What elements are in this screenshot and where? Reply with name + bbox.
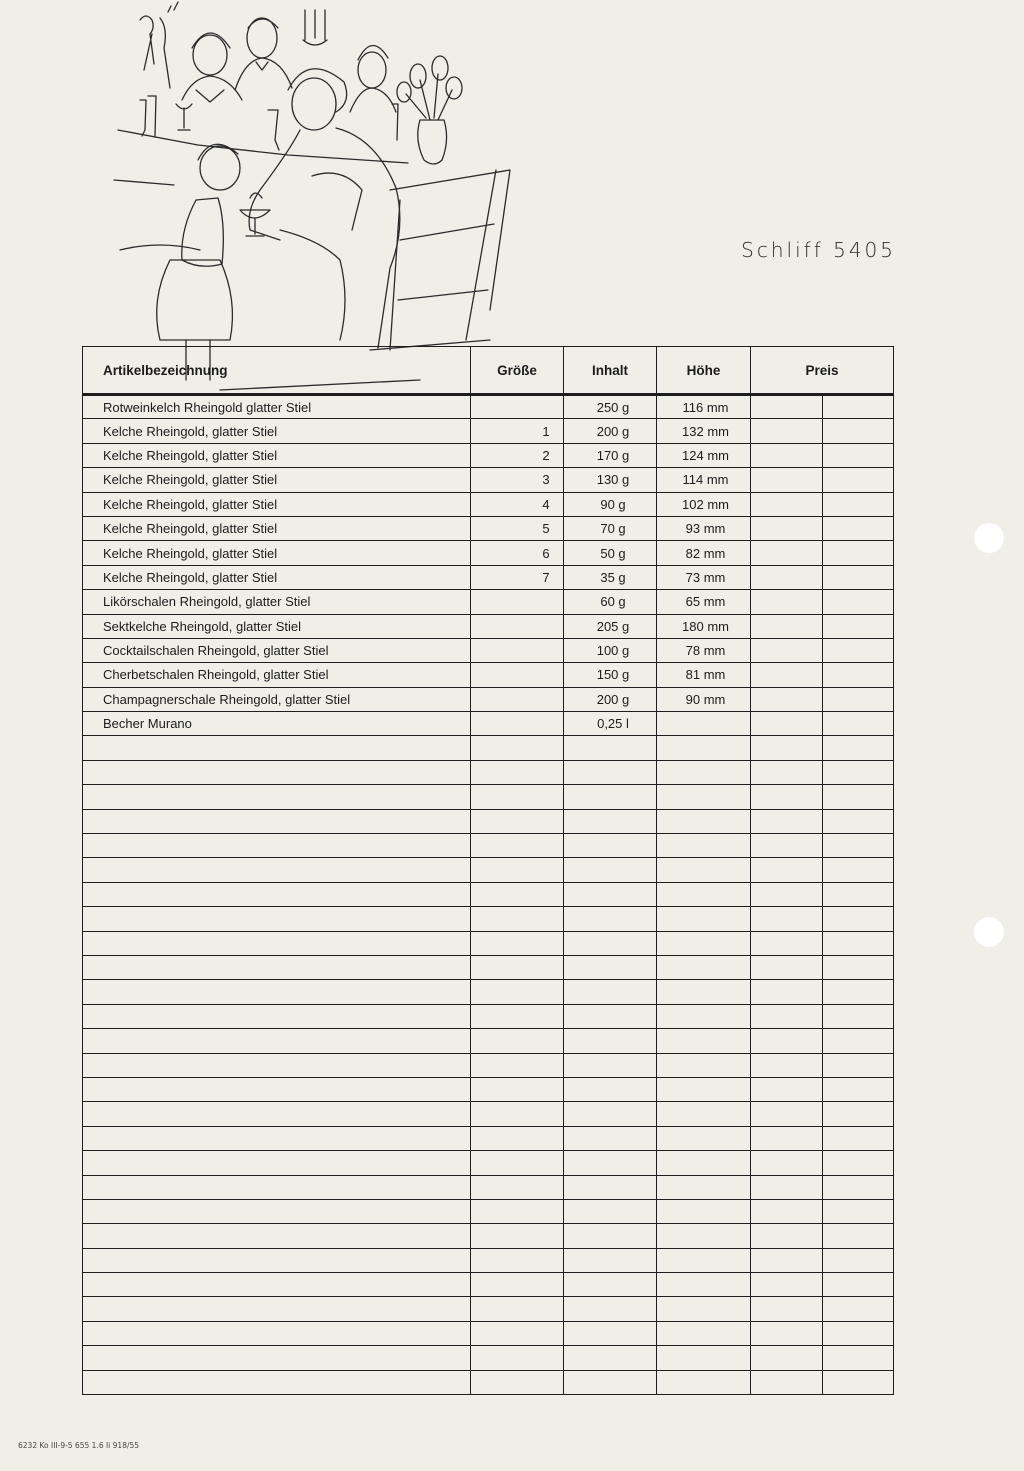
- cell-hoehe: 132 mm: [657, 419, 751, 443]
- dining-scene-illustration: [100, 0, 520, 400]
- cell-hoehe: [657, 980, 751, 1004]
- cell-hoehe: [657, 809, 751, 833]
- cell-artikelbezeichnung: [83, 736, 471, 760]
- cell-hoehe: [657, 1151, 751, 1175]
- cell-inhalt: 100 g: [564, 638, 657, 662]
- cell-inhalt: [564, 1248, 657, 1272]
- cell-hoehe: [657, 736, 751, 760]
- cell-groesse: [471, 907, 564, 931]
- cell-groesse: [471, 1273, 564, 1297]
- table-row: [83, 1346, 894, 1370]
- cell-preis-b: [823, 1370, 894, 1394]
- cell-artikelbezeichnung: Champagnerschale Rheingold, glatter Stiel: [83, 687, 471, 711]
- table-row: [83, 1273, 894, 1297]
- table-row: [83, 516, 894, 540]
- table-row: [83, 1151, 894, 1175]
- cell-preis-a: [751, 590, 823, 614]
- cell-groesse: [471, 1126, 564, 1150]
- cell-groesse: [471, 1248, 564, 1272]
- cell-hoehe: [657, 1273, 751, 1297]
- cell-preis-b: [823, 687, 894, 711]
- table-row: [83, 1102, 894, 1126]
- table-row: [83, 1126, 894, 1150]
- cell-groesse: [471, 1151, 564, 1175]
- cell-inhalt: [564, 736, 657, 760]
- table-row: [83, 541, 894, 565]
- cell-artikelbezeichnung: Kelche Rheingold, glatter Stiel: [83, 565, 471, 589]
- cell-hoehe: 82 mm: [657, 541, 751, 565]
- cell-groesse: [471, 809, 564, 833]
- cell-preis-a: [751, 541, 823, 565]
- cell-inhalt: 130 g: [564, 468, 657, 492]
- cell-preis-b: [823, 590, 894, 614]
- cell-preis-a: [751, 1273, 823, 1297]
- cell-hoehe: 78 mm: [657, 638, 751, 662]
- cell-preis-b: [823, 809, 894, 833]
- cell-hoehe: [657, 1248, 751, 1272]
- cell-groesse: [471, 882, 564, 906]
- cell-groesse: 7: [471, 565, 564, 589]
- cell-preis-b: [823, 443, 894, 467]
- cell-inhalt: [564, 1151, 657, 1175]
- cell-preis-a: [751, 1370, 823, 1394]
- cell-groesse: [471, 955, 564, 979]
- cell-preis-a: [751, 468, 823, 492]
- cell-inhalt: [564, 931, 657, 955]
- table-row: [83, 1004, 894, 1028]
- cell-groesse: [471, 1321, 564, 1345]
- cell-inhalt: [564, 1224, 657, 1248]
- cell-hoehe: [657, 1199, 751, 1223]
- cell-groesse: 1: [471, 419, 564, 443]
- cell-preis-b: [823, 858, 894, 882]
- cell-preis-a: [751, 785, 823, 809]
- cell-preis-b: [823, 516, 894, 540]
- cell-groesse: 5: [471, 516, 564, 540]
- table-row: [83, 590, 894, 614]
- table-row: [83, 760, 894, 784]
- table-row: [83, 955, 894, 979]
- cell-artikelbezeichnung: [83, 1053, 471, 1077]
- table-row: [83, 907, 894, 931]
- cell-hoehe: 102 mm: [657, 492, 751, 516]
- cell-preis-b: [823, 1053, 894, 1077]
- cell-hoehe: [657, 1029, 751, 1053]
- cell-inhalt: [564, 760, 657, 784]
- cell-artikelbezeichnung: [83, 1102, 471, 1126]
- cell-preis-a: [751, 443, 823, 467]
- table-row: [83, 1248, 894, 1272]
- cell-groesse: [471, 785, 564, 809]
- table-row: [83, 1077, 894, 1101]
- cell-artikelbezeichnung: Kelche Rheingold, glatter Stiel: [83, 516, 471, 540]
- cell-inhalt: [564, 1346, 657, 1370]
- cell-preis-a: [751, 1151, 823, 1175]
- cell-preis-b: [823, 736, 894, 760]
- cell-artikelbezeichnung: [83, 1151, 471, 1175]
- cell-inhalt: [564, 882, 657, 906]
- cell-preis-a: [751, 760, 823, 784]
- cell-groesse: [471, 712, 564, 736]
- table-row: [83, 565, 894, 589]
- cell-inhalt: [564, 1370, 657, 1394]
- cell-groesse: [471, 1199, 564, 1223]
- cell-preis-a: [751, 1224, 823, 1248]
- cell-groesse: [471, 1102, 564, 1126]
- cell-inhalt: 60 g: [564, 590, 657, 614]
- table-header-row: [83, 347, 894, 395]
- cell-hoehe: [657, 712, 751, 736]
- cell-hoehe: [657, 834, 751, 858]
- cell-hoehe: 65 mm: [657, 590, 751, 614]
- cell-groesse: [471, 1175, 564, 1199]
- print-code: 6232 Ko III-9-5 655 1.6 Ii 918/55: [18, 1441, 140, 1450]
- cell-preis-b: [823, 1029, 894, 1053]
- cell-inhalt: 200 g: [564, 687, 657, 711]
- cell-inhalt: [564, 1029, 657, 1053]
- cell-preis-a: [751, 931, 823, 955]
- cell-artikelbezeichnung: [83, 980, 471, 1004]
- table-row: [83, 614, 894, 638]
- cell-preis-b: [823, 614, 894, 638]
- cell-preis-b: [823, 1224, 894, 1248]
- cell-hoehe: [657, 907, 751, 931]
- cell-preis-b: [823, 1199, 894, 1223]
- cell-artikelbezeichnung: Likörschalen Rheingold, glatter Stiel: [83, 590, 471, 614]
- table-row: [83, 1029, 894, 1053]
- cell-hoehe: [657, 858, 751, 882]
- cell-artikelbezeichnung: [83, 955, 471, 979]
- table-row: [83, 1053, 894, 1077]
- cell-preis-b: [823, 834, 894, 858]
- cell-preis-a: [751, 736, 823, 760]
- cell-artikelbezeichnung: [83, 1346, 471, 1370]
- cell-groesse: [471, 980, 564, 1004]
- cell-inhalt: [564, 1102, 657, 1126]
- header-preis: Preis: [751, 347, 894, 395]
- cell-preis-a: [751, 858, 823, 882]
- cell-preis-b: [823, 785, 894, 809]
- cell-groesse: 6: [471, 541, 564, 565]
- cell-hoehe: [657, 1004, 751, 1028]
- cell-inhalt: [564, 809, 657, 833]
- cell-preis-a: [751, 687, 823, 711]
- cell-groesse: 3: [471, 468, 564, 492]
- header-hoehe: Höhe: [657, 347, 751, 395]
- cell-preis-b: [823, 1273, 894, 1297]
- cell-preis-b: [823, 760, 894, 784]
- price-table: [82, 346, 894, 1395]
- cell-preis-a: [751, 663, 823, 687]
- cell-preis-b: [823, 565, 894, 589]
- table-row: [83, 1224, 894, 1248]
- cell-groesse: [471, 760, 564, 784]
- table-row: [83, 1199, 894, 1223]
- cell-artikelbezeichnung: [83, 760, 471, 784]
- cell-inhalt: [564, 785, 657, 809]
- cell-hoehe: 114 mm: [657, 468, 751, 492]
- cell-inhalt: 90 g: [564, 492, 657, 516]
- cell-preis-b: [823, 395, 894, 419]
- table-row: [83, 931, 894, 955]
- cell-inhalt: [564, 980, 657, 1004]
- cell-inhalt: [564, 1273, 657, 1297]
- cell-artikelbezeichnung: Cherbetschalen Rheingold, glatter Stiel: [83, 663, 471, 687]
- table-row: [83, 980, 894, 1004]
- cell-hoehe: [657, 1102, 751, 1126]
- cell-preis-a: [751, 395, 823, 419]
- cell-artikelbezeichnung: Kelche Rheingold, glatter Stiel: [83, 468, 471, 492]
- cell-preis-b: [823, 1004, 894, 1028]
- cell-preis-a: [751, 1126, 823, 1150]
- cell-inhalt: [564, 858, 657, 882]
- cell-preis-b: [823, 1297, 894, 1321]
- cell-groesse: [471, 590, 564, 614]
- cell-groesse: [471, 663, 564, 687]
- cell-inhalt: [564, 1199, 657, 1223]
- cell-artikelbezeichnung: [83, 1273, 471, 1297]
- cell-artikelbezeichnung: [83, 1029, 471, 1053]
- cell-inhalt: [564, 1321, 657, 1345]
- cell-hoehe: 81 mm: [657, 663, 751, 687]
- cell-preis-a: [751, 882, 823, 906]
- cell-preis-b: [823, 663, 894, 687]
- table-row: [83, 395, 894, 419]
- cell-preis-b: [823, 492, 894, 516]
- cell-artikelbezeichnung: [83, 858, 471, 882]
- cell-preis-a: [751, 419, 823, 443]
- table-row: [83, 468, 894, 492]
- cell-groesse: [471, 1053, 564, 1077]
- cell-artikelbezeichnung: [83, 1297, 471, 1321]
- cell-preis-b: [823, 468, 894, 492]
- cell-inhalt: [564, 1077, 657, 1101]
- cell-preis-b: [823, 980, 894, 1004]
- cell-hoehe: 90 mm: [657, 687, 751, 711]
- cell-inhalt: [564, 1175, 657, 1199]
- cell-hoehe: [657, 1175, 751, 1199]
- cell-groesse: [471, 1370, 564, 1394]
- cell-groesse: [471, 931, 564, 955]
- cell-artikelbezeichnung: [83, 834, 471, 858]
- punch-hole: [974, 523, 1004, 553]
- header-groesse: Größe: [471, 347, 564, 395]
- cell-artikelbezeichnung: [83, 882, 471, 906]
- cell-hoehe: [657, 931, 751, 955]
- cell-preis-b: [823, 1321, 894, 1345]
- cell-groesse: 4: [471, 492, 564, 516]
- cell-preis-a: [751, 1297, 823, 1321]
- cell-inhalt: 35 g: [564, 565, 657, 589]
- cell-preis-a: [751, 638, 823, 662]
- cell-hoehe: [657, 760, 751, 784]
- cell-preis-b: [823, 1126, 894, 1150]
- cell-preis-b: [823, 1346, 894, 1370]
- cell-artikelbezeichnung: [83, 907, 471, 931]
- cell-artikelbezeichnung: [83, 1199, 471, 1223]
- cell-artikelbezeichnung: [83, 1248, 471, 1272]
- cell-inhalt: 70 g: [564, 516, 657, 540]
- cell-groesse: [471, 1346, 564, 1370]
- cell-groesse: 2: [471, 443, 564, 467]
- cell-hoehe: 116 mm: [657, 395, 751, 419]
- cell-artikelbezeichnung: Cocktailschalen Rheingold, glatter Stiel: [83, 638, 471, 662]
- cell-artikelbezeichnung: [83, 1004, 471, 1028]
- table-row: [83, 736, 894, 760]
- cell-preis-b: [823, 931, 894, 955]
- cell-groesse: [471, 1029, 564, 1053]
- cell-preis-a: [751, 1077, 823, 1101]
- cell-groesse: [471, 858, 564, 882]
- cell-preis-a: [751, 809, 823, 833]
- cell-inhalt: 170 g: [564, 443, 657, 467]
- header-artikelbezeichnung: Artikelbezeichnung: [83, 347, 471, 395]
- cell-preis-b: [823, 1102, 894, 1126]
- cell-artikelbezeichnung: [83, 1224, 471, 1248]
- cell-inhalt: 50 g: [564, 541, 657, 565]
- cell-preis-b: [823, 541, 894, 565]
- cell-hoehe: [657, 955, 751, 979]
- cell-inhalt: 205 g: [564, 614, 657, 638]
- page-title: Schliff 5405: [741, 238, 896, 262]
- cell-hoehe: [657, 882, 751, 906]
- cell-artikelbezeichnung: [83, 931, 471, 955]
- cell-hoehe: 73 mm: [657, 565, 751, 589]
- header-inhalt: Inhalt: [564, 347, 657, 395]
- cell-preis-b: [823, 1151, 894, 1175]
- cell-groesse: [471, 395, 564, 419]
- cell-hoehe: [657, 1077, 751, 1101]
- cell-preis-a: [751, 492, 823, 516]
- table-row: [83, 858, 894, 882]
- cell-artikelbezeichnung: [83, 1126, 471, 1150]
- table-row: [83, 687, 894, 711]
- cell-artikelbezeichnung: Kelche Rheingold, glatter Stiel: [83, 419, 471, 443]
- table-row: [83, 1297, 894, 1321]
- cell-inhalt: [564, 1053, 657, 1077]
- cell-artikelbezeichnung: Kelche Rheingold, glatter Stiel: [83, 541, 471, 565]
- table-row: [83, 882, 894, 906]
- cell-preis-a: [751, 1346, 823, 1370]
- cell-hoehe: 180 mm: [657, 614, 751, 638]
- cell-artikelbezeichnung: [83, 809, 471, 833]
- cell-groesse: [471, 1224, 564, 1248]
- cell-hoehe: [657, 1126, 751, 1150]
- table-row: [83, 712, 894, 736]
- cell-preis-b: [823, 1248, 894, 1272]
- cell-groesse: [471, 736, 564, 760]
- table-row: [83, 809, 894, 833]
- punch-hole: [974, 917, 1004, 947]
- cell-inhalt: [564, 907, 657, 931]
- cell-artikelbezeichnung: [83, 1321, 471, 1345]
- cell-inhalt: [564, 1004, 657, 1028]
- table-row: [83, 663, 894, 687]
- cell-artikelbezeichnung: Sektkelche Rheingold, glatter Stiel: [83, 614, 471, 638]
- cell-preis-a: [751, 980, 823, 1004]
- cell-preis-a: [751, 712, 823, 736]
- cell-inhalt: [564, 1126, 657, 1150]
- cell-groesse: [471, 687, 564, 711]
- cell-artikelbezeichnung: [83, 785, 471, 809]
- table-row: [83, 419, 894, 443]
- cell-inhalt: 150 g: [564, 663, 657, 687]
- cell-hoehe: [657, 1346, 751, 1370]
- cell-preis-b: [823, 419, 894, 443]
- cell-preis-a: [751, 1175, 823, 1199]
- cell-preis-b: [823, 712, 894, 736]
- cell-artikelbezeichnung: Kelche Rheingold, glatter Stiel: [83, 492, 471, 516]
- cell-preis-a: [751, 1199, 823, 1223]
- table-row: [83, 1175, 894, 1199]
- cell-preis-a: [751, 1102, 823, 1126]
- table-row: [83, 1321, 894, 1345]
- cell-artikelbezeichnung: Kelche Rheingold, glatter Stiel: [83, 443, 471, 467]
- cell-preis-a: [751, 955, 823, 979]
- cell-groesse: [471, 834, 564, 858]
- cell-preis-b: [823, 1175, 894, 1199]
- cell-preis-b: [823, 1077, 894, 1101]
- cell-hoehe: [657, 785, 751, 809]
- cell-hoehe: [657, 1053, 751, 1077]
- cell-artikelbezeichnung: Becher Murano: [83, 712, 471, 736]
- cell-preis-a: [751, 907, 823, 931]
- cell-artikelbezeichnung: [83, 1077, 471, 1101]
- cell-groesse: [471, 1004, 564, 1028]
- table-row: [83, 834, 894, 858]
- cell-preis-a: [751, 565, 823, 589]
- cell-hoehe: [657, 1224, 751, 1248]
- cell-preis-b: [823, 882, 894, 906]
- cell-preis-b: [823, 907, 894, 931]
- table-row: [83, 785, 894, 809]
- cell-preis-b: [823, 638, 894, 662]
- cell-groesse: [471, 614, 564, 638]
- cell-inhalt: [564, 834, 657, 858]
- cell-hoehe: 93 mm: [657, 516, 751, 540]
- table-row: [83, 638, 894, 662]
- cell-preis-a: [751, 1053, 823, 1077]
- cell-inhalt: [564, 1297, 657, 1321]
- cell-inhalt: 200 g: [564, 419, 657, 443]
- table-row: [83, 443, 894, 467]
- table-row: [83, 1370, 894, 1394]
- cell-hoehe: [657, 1370, 751, 1394]
- table-row: [83, 492, 894, 516]
- cell-groesse: [471, 1077, 564, 1101]
- cell-artikelbezeichnung: Rotweinkelch Rheingold glatter Stiel: [83, 395, 471, 419]
- cell-inhalt: 0,25 l: [564, 712, 657, 736]
- cell-preis-a: [751, 516, 823, 540]
- cell-hoehe: [657, 1297, 751, 1321]
- cell-preis-b: [823, 955, 894, 979]
- cell-groesse: [471, 1297, 564, 1321]
- cell-artikelbezeichnung: [83, 1370, 471, 1394]
- cell-groesse: [471, 638, 564, 662]
- cell-preis-a: [751, 1029, 823, 1053]
- cell-hoehe: [657, 1321, 751, 1345]
- cell-artikelbezeichnung: [83, 1175, 471, 1199]
- cell-hoehe: 124 mm: [657, 443, 751, 467]
- cell-inhalt: [564, 955, 657, 979]
- cell-preis-a: [751, 1321, 823, 1345]
- cell-preis-a: [751, 834, 823, 858]
- cell-inhalt: 250 g: [564, 395, 657, 419]
- cell-preis-a: [751, 1248, 823, 1272]
- cell-preis-a: [751, 1004, 823, 1028]
- cell-preis-a: [751, 614, 823, 638]
